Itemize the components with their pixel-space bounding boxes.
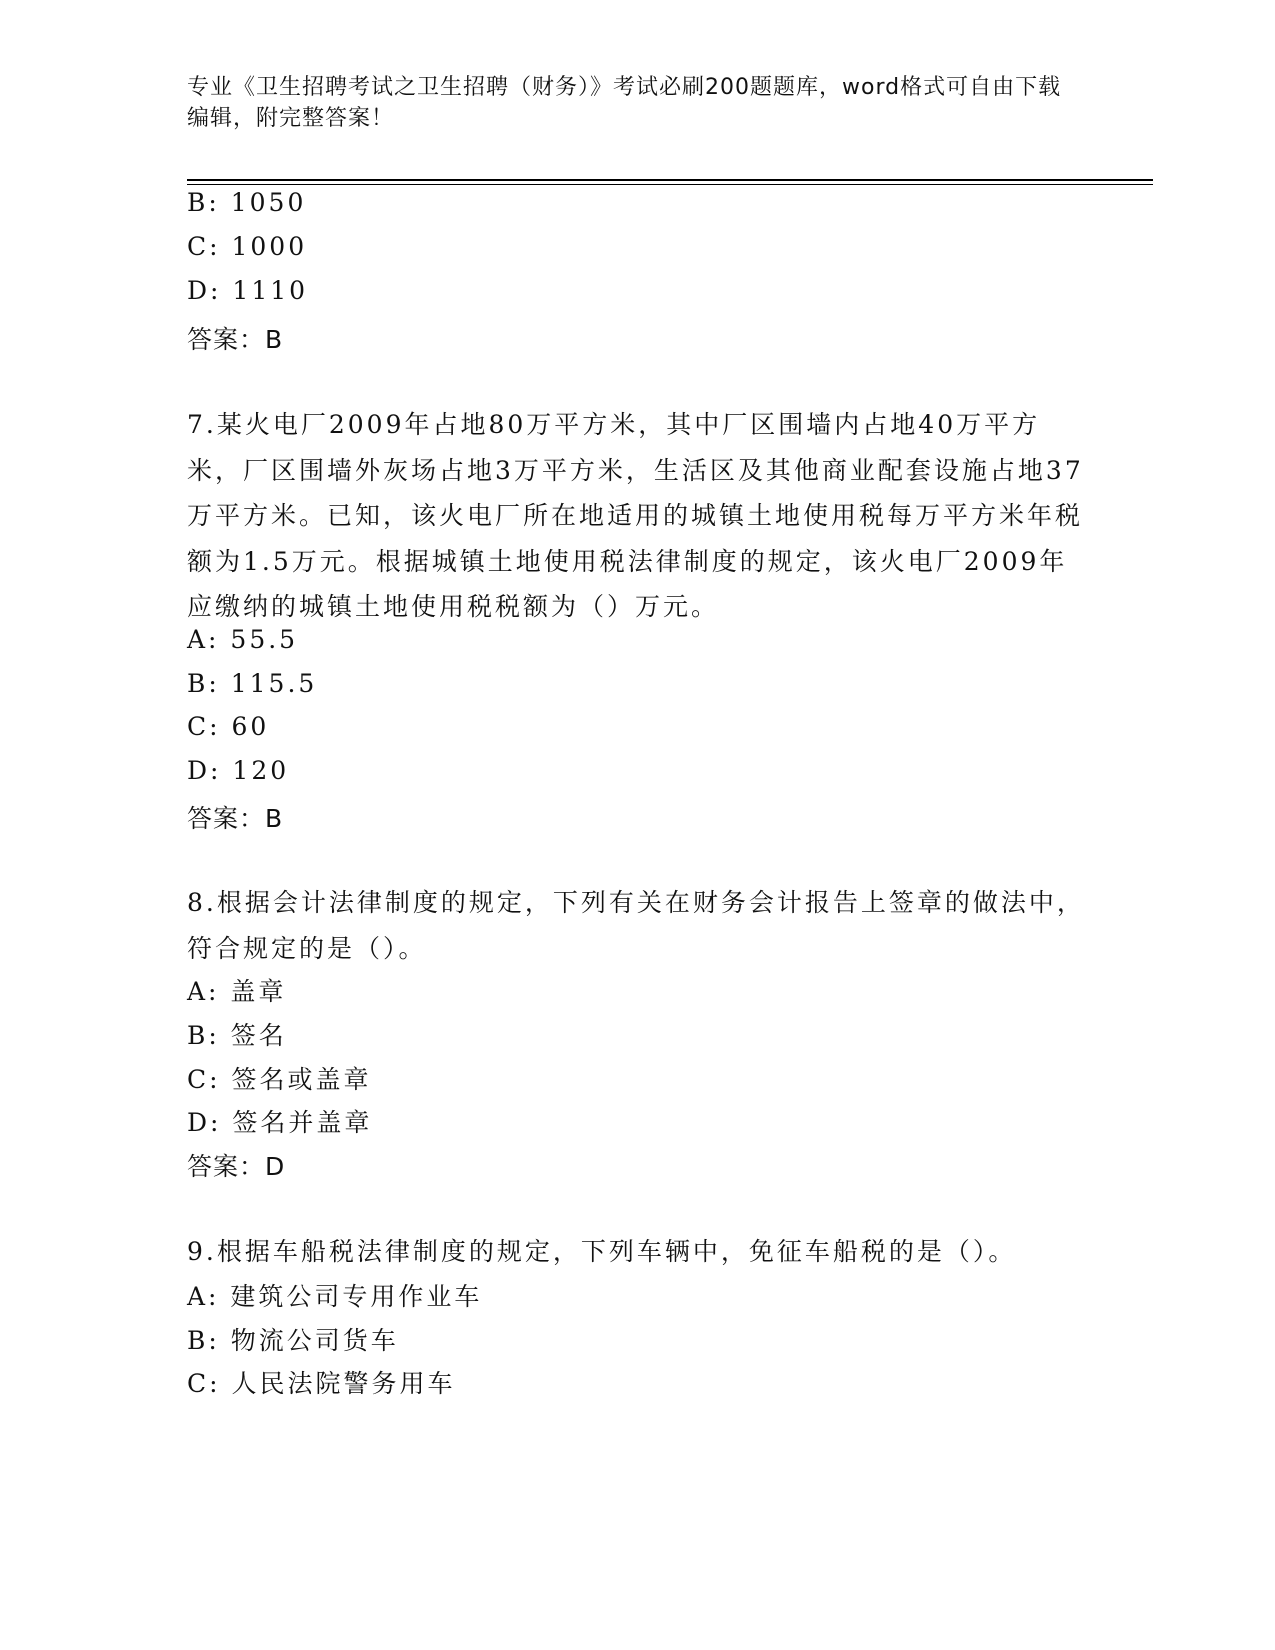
question-7-option-b: B: 115.5: [187, 669, 318, 698]
question-9-stem: 9.根据车船税法律制度的规定，下列车辆中，免征车船税的是（）。: [187, 1237, 1017, 1266]
question-8-option-a: A: 盖章: [187, 977, 287, 1006]
question-8-option-c: C: 签名或盖章: [187, 1065, 372, 1094]
option-b: B: 1050: [187, 188, 307, 217]
question-7-stem: 7.某火电厂2009年占地80万平方米，其中厂区围墙内占地40万平方米，厂区围墙外灰场占地3万平方米，生活区及其他商业配套设施占地37万平方米。已知，该火电厂所在地适用的城镇土地使用税每万平方米年税额为1.5万元。根据城镇土地使用税法律制度的规定，该火电厂2009年应缴纳的城镇土地使用税税额为（）万元。: [187, 410, 1084, 621]
answer-line: 答案：B: [187, 325, 284, 354]
question-8-stem: 8.根据会计法律制度的规定，下列有关在财务会计报告上签章的做法中，符合规定的是（）。: [187, 888, 1085, 963]
question-7-answer: 答案：B: [187, 804, 284, 833]
option-d: D: 1110: [187, 276, 309, 305]
page-header: 专业《卫生招聘考试之卫生招聘（财务）》考试必刷200题题库，word格式可自由下载编辑，附完整答案！: [187, 75, 1062, 131]
question-9-option-b: B: 物流公司货车: [187, 1326, 399, 1355]
question-7-option-a: A: 55.5: [187, 625, 299, 654]
question-7-option-c: C: 60: [187, 712, 270, 741]
option-c: C: 1000: [187, 232, 308, 261]
question-8-answer: 答案：D: [187, 1152, 286, 1181]
question-8-option-d: D: 签名并盖章: [187, 1108, 373, 1137]
header-divider: [187, 179, 1153, 181]
question-9-option-a: A: 建筑公司专用作业车: [187, 1282, 483, 1311]
question-9-option-c: C: 人民法院警务用车: [187, 1369, 456, 1398]
header-divider-thin: [187, 184, 1153, 185]
question-7-option-d: D: 120: [187, 756, 290, 785]
question-8-option-b: B: 签名: [187, 1021, 287, 1050]
